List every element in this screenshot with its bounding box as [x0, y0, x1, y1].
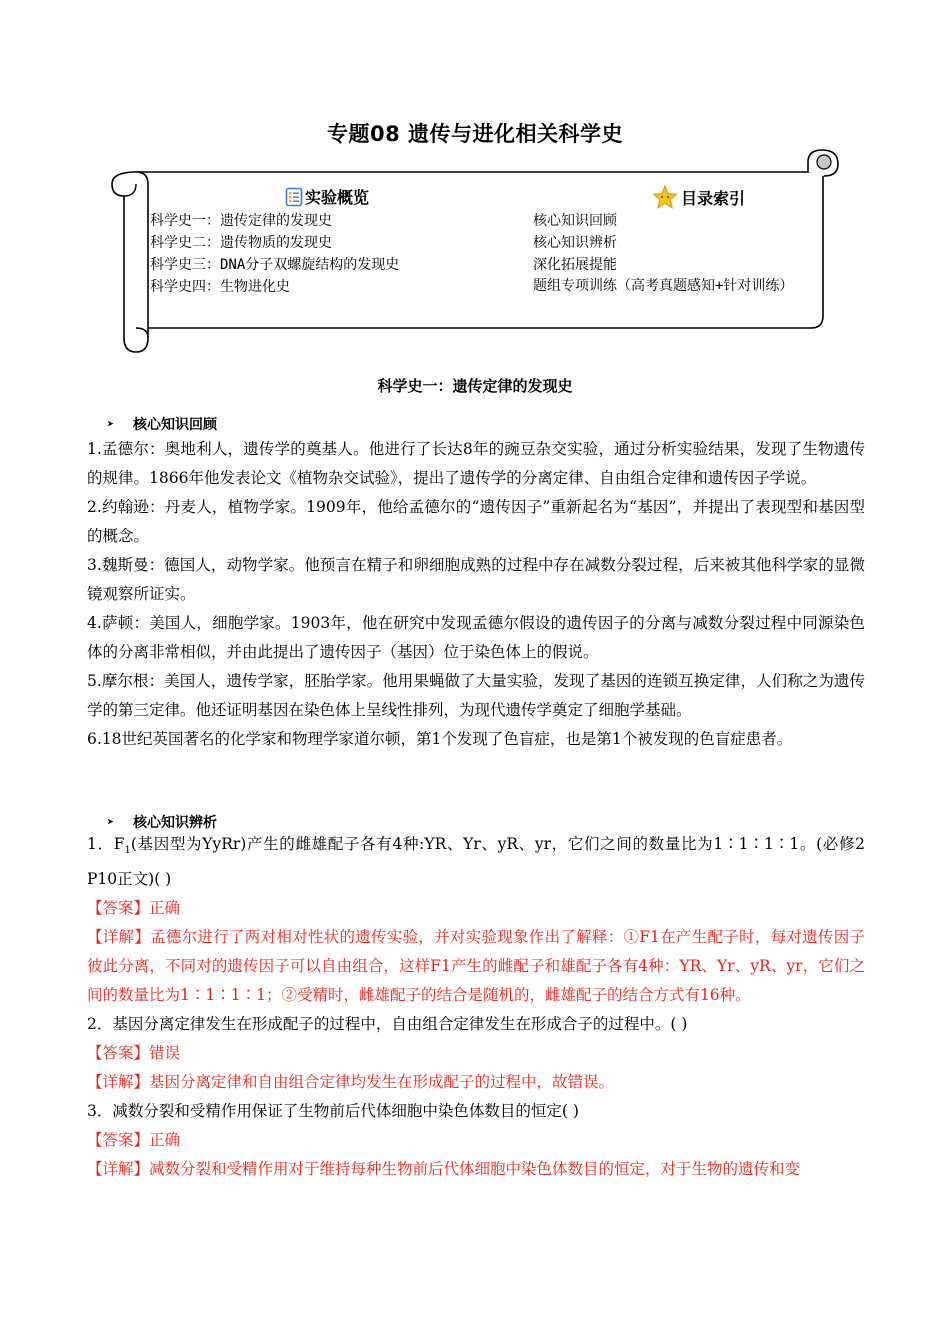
- index-item: 题组专项训练（高考真题感知+针对训练）: [533, 278, 794, 294]
- detail-2: 【详解】基因分离定律和自由组合定律均发生在形成配子的过程中，故错误。: [87, 1073, 615, 1092]
- overview-heading: [285, 185, 369, 208]
- detail-1: 【详解】孟德尔进行了两对相对性状的遗传实验，并对实验现象作出了解释：①F1在产生配子时，每对遗传因子彼此分离，不同对的遗传因子可以自由组合，这样F1产生的雌配子和雄配子各有4种：YR、Yr、yR、yr，它们之间的数量比为1∶1∶1∶1；②受精时，雌雄配子的结合是随机的，雌雄配子的结合方式有16种。: [87, 928, 865, 1005]
- analysis-heading-label: 核心知识辨析: [133, 815, 217, 831]
- review-body: [87, 435, 865, 754]
- checklist-icon: [285, 187, 303, 207]
- overview-item: 科学史四：生物进化史: [150, 279, 290, 295]
- overview-item: 科学史三：DNA分子双螺旋结构的发现史: [150, 257, 400, 273]
- section-title: 科学史一：遗传定律的发现史: [377, 377, 573, 395]
- star-icon: [652, 185, 678, 209]
- arrow-bullet-icon: ➤: [107, 815, 115, 829]
- question-1: [87, 830, 865, 894]
- question-2: 2．基因分离定律发生在形成配子的过程中，自由组合定律发生在形成合子的过程中。( ): [87, 1015, 688, 1034]
- review-paragraph: 4.萨顿：美国人，细胞学家。1903年，他在研究中发现孟德尔假设的遗传因子的分离与减数分裂过程中同源染色体的分离非常相似，并由此提出了遗传因子（基因）位于染色体上的假说。: [87, 614, 865, 661]
- analysis-body: [87, 830, 865, 1184]
- question-3: 3．减数分裂和受精作用保证了生物前后代体细胞中染色体数目的恒定( ): [87, 1102, 579, 1121]
- review-paragraph: 5.摩尔根：美国人，遗传学家，胚胎学家。他用果蝇做了大量实验，发现了基因的连锁互换定律，人们称之为遗传学的第三定律。他还证明基因在染色体上呈线性排列，为现代遗传学奠定了细胞学基础。: [87, 672, 865, 719]
- overview-item: 科学史二：遗传物质的发现史: [150, 235, 332, 251]
- review-heading: [107, 414, 217, 434]
- review-paragraph: 2.约翰逊：丹麦人，植物学家。1909年，他给孟德尔的“遗传因子”重新起名为“基因”，并提出了表现型和基因型的概念。: [87, 498, 865, 545]
- index-list: [533, 210, 823, 296]
- overview-item: 科学史一：遗传定律的发现史: [150, 213, 332, 229]
- answer-1: 【答案】正确: [87, 899, 181, 918]
- index-item: 核心知识辨析: [533, 235, 617, 251]
- index-heading-label: 目录索引: [681, 188, 746, 208]
- answer-2: 【答案】错误: [87, 1044, 181, 1063]
- index-item: 核心知识回顾: [533, 213, 617, 229]
- overview-list: [150, 210, 399, 298]
- detail-3: 【详解】减数分裂和受精作用对于维持每种生物前后代体细胞中染色体数目的恒定，对于生物的遗传和变: [87, 1160, 801, 1179]
- index-heading: [652, 185, 745, 209]
- review-paragraph: 6.18世纪英国著名的化学家和物理学家道尔顿，第1个发现了色盲症，也是第1个被发现的色盲症患者。: [87, 730, 793, 748]
- review-paragraph: 3.魏斯曼：德国人，动物学家。他预言在精子和卵细胞成熟的过程中存在减数分裂过程，后来被其他科学家的显微镜观察所证实。: [87, 556, 865, 603]
- analysis-heading: [107, 812, 217, 832]
- review-heading-label: 核心知识回顾: [133, 417, 217, 433]
- page-title: 专题08 遗传与进化相关科学史: [326, 122, 624, 146]
- review-paragraph: 1.孟德尔：奥地利人，遗传学的奠基人。他进行了长达8年的豌豆杂交实验，通过分析实验结果，发现了生物遗传的规律。1866年他发表论文《植物杂交试验》，提出了遗传学的分离定律、自由组合定律和遗传因子学说。: [87, 440, 865, 487]
- question-1-text: (基因型为YyRr)产生的雌雄配子各有4种:YR、Yr、yR、yr，它们之间的数量比为1∶1∶1∶1。(必修2 P10正文)( ): [87, 835, 865, 889]
- question-1-subscript: 1: [124, 845, 131, 857]
- overview-heading-label: 实验概览: [305, 188, 370, 207]
- arrow-bullet-icon: ➤: [107, 417, 115, 431]
- index-item: 深化拓展提能: [533, 257, 617, 273]
- question-1-prefix: 1．F: [87, 835, 125, 853]
- answer-3: 【答案】正确: [87, 1131, 181, 1150]
